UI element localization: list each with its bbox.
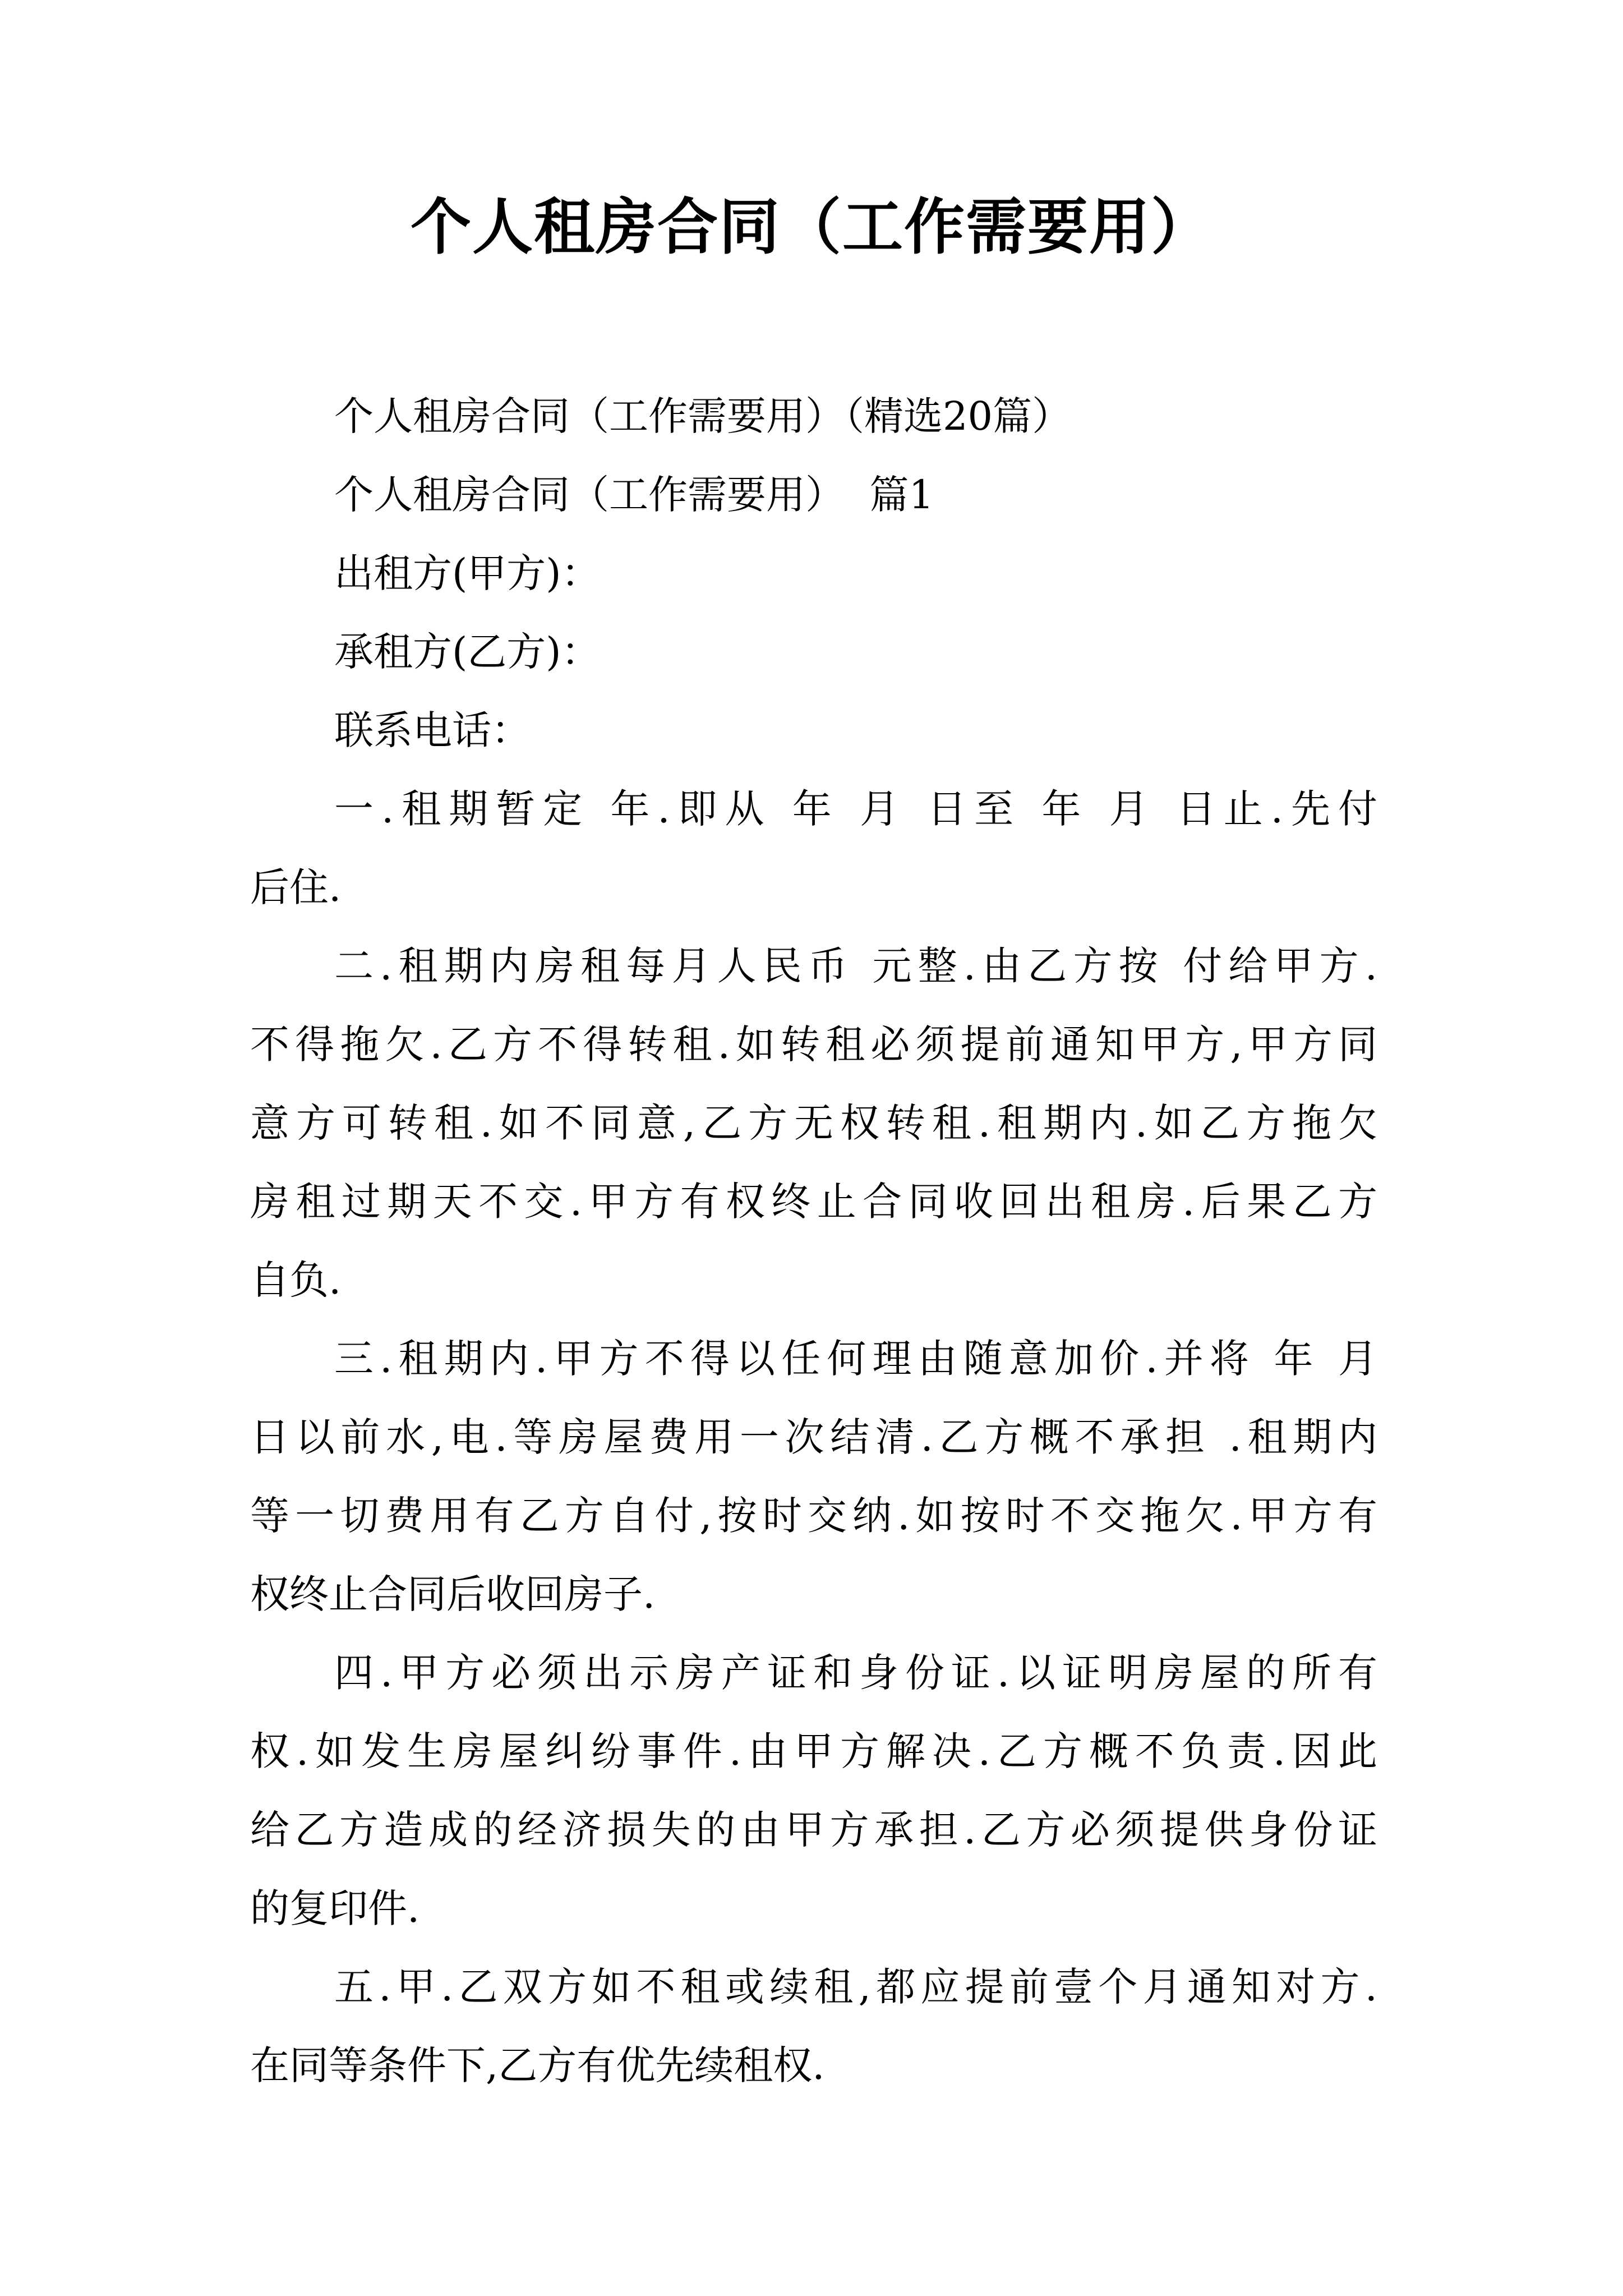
clause-3-line: 三.租期内.甲方不得以任何理由随意加价.并将 年 月 [334, 1336, 1377, 1382]
clause-5-line: 在同等条件下,乙方有优先续租权. [250, 2042, 825, 2088]
clause-4-line: 给乙方造成的经济损失的由甲方承担.乙方必须提供身份证 [250, 1807, 1377, 1853]
document-body [250, 377, 1377, 2105]
clause-4-line: 四.甲方必须出示房产证和身份证.以证明房屋的所有 [334, 1650, 1377, 1696]
clause-5-line: 五.甲.乙双方如不租或续租,都应提前壹个月通知对方. [334, 1964, 1377, 2010]
clause-4-line: 的复印件. [250, 1885, 420, 1931]
clause-3-line: 日以前水,电.等房屋费用一次结清.乙方概不承担 .租期内 [250, 1414, 1377, 1460]
clause-3-line: 等一切费用有乙方自付,按时交纳.如按时不交拖欠.甲方有 [250, 1493, 1377, 1539]
clause-2-line: 意方可转租.如不同意,乙方无权转租.租期内.如乙方拖欠 [250, 1100, 1377, 1146]
lessor-label: 出租方(甲方)： [334, 550, 601, 596]
clause-1-line: 一.租期暂定 年.即从 年 月 日至 年 月 日止.先付 [334, 786, 1377, 832]
document-title: 个人租房合同（工作需要用） [410, 192, 1212, 263]
clause-2-line: 自负. [250, 1257, 342, 1303]
clause-2-line: 二.租期内房租每月人民币 元整.由乙方按 付给甲方. [334, 943, 1377, 989]
lessee-label: 承租方(乙方)： [334, 629, 601, 675]
clause-1-line: 后住. [250, 864, 342, 910]
clause-2-line: 房租过期天不交.甲方有权终止合同收回出租房.后果乙方 [250, 1179, 1377, 1225]
clause-4-line: 权.如发生房屋纠纷事件.由甲方解决.乙方概不负责.因此 [250, 1728, 1377, 1774]
article-heading-line: 个人租房合同（工作需要用） 篇1 [334, 472, 934, 518]
phone-label: 联系电话： [334, 707, 531, 753]
clause-3-line: 权终止合同后收回房子. [250, 1571, 656, 1617]
collection-title-line: 个人租房合同（工作需要用）（精选20篇） [334, 393, 1072, 439]
clause-2-line: 不得拖欠.乙方不得转租.如转租必须提前通知甲方,甲方同 [250, 1022, 1377, 1068]
